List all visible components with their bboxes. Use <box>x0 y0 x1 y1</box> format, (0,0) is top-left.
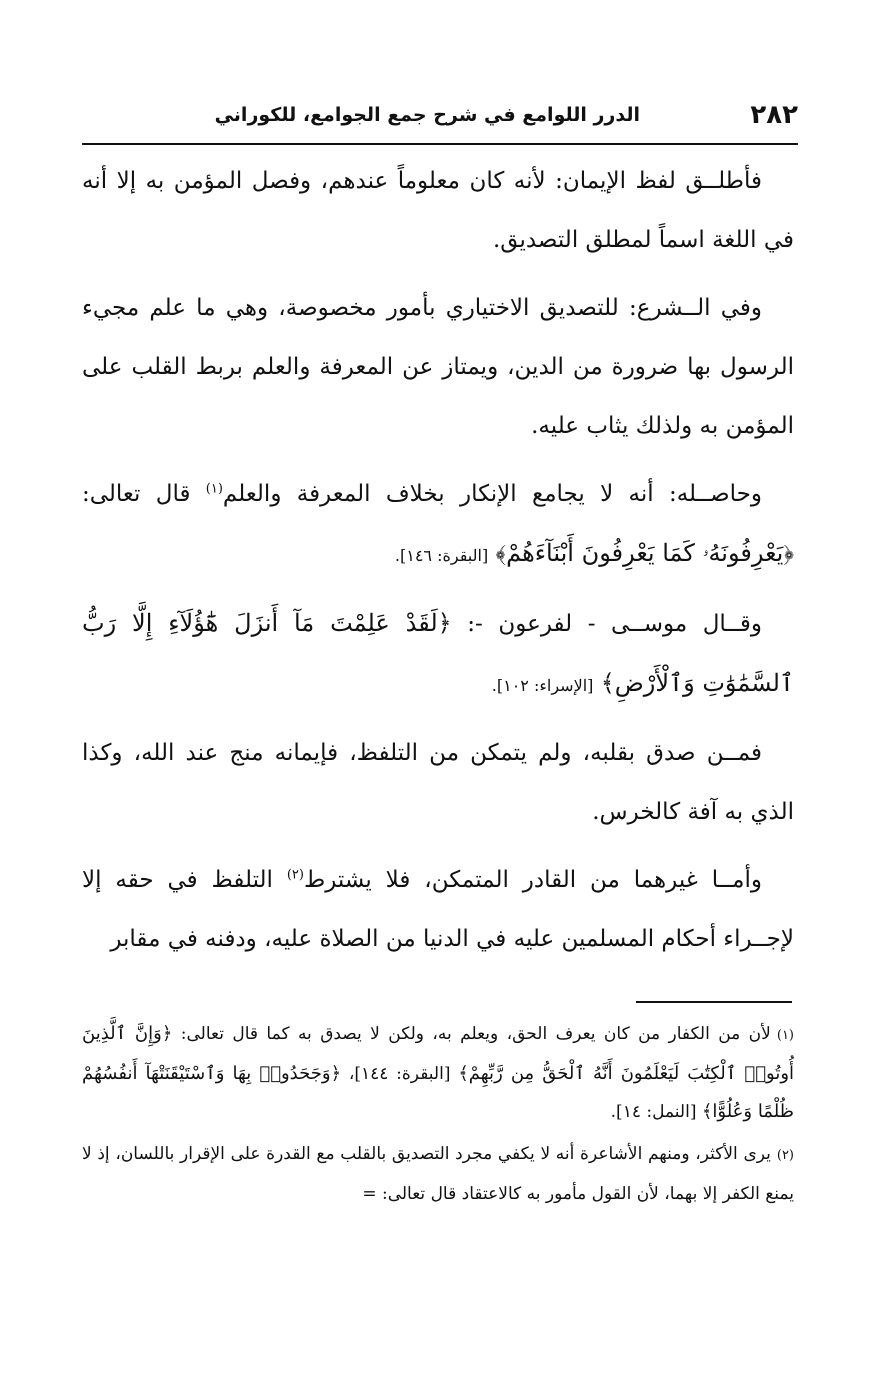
paragraph-6-text-a: وأمــا غيرهما من القادر المتمكن، فلا يشترط <box>303 867 762 893</box>
paragraph-2: وفي الــشرع: للتصديق الاختياري بأمور مخصوصة، وهي ما علم مجيء الرسول بها ضرورة من الدين، ويمتاز عن المعرفة والعلم بربط القلب على المؤمن به ولذلك يثاب عليه. <box>82 295 794 439</box>
paragraph-3-text-a: وحاصــله: أنه لا يجامع الإنكار بخلاف المعرفة والعلم <box>222 481 762 507</box>
paragraph-3-text-b: قال تعالى: <box>82 481 206 507</box>
paragraph-1: فأطلــق لفظ الإيمان: لأنه كان معلوماً عندهم، وفصل المؤمن به إلا أنه في اللغة اسماً لمطلق التصديق. <box>82 168 794 253</box>
paragraph-3 <box>82 465 794 585</box>
footnote-2-text: يرى الأكثر، ومنهم الأشاعرة أنه لا يكفي مجرد التصديق بالقلب مع القدرة على الإقرار باللسان، إذ لا يمنع الكفر إلا بهما، لأن القول مأمور به كالاعتقاد قال تعالى: = <box>82 1144 794 1204</box>
paragraph-4 <box>82 594 794 715</box>
verse-citation-baqarah-146: [البقرة: ١٤٦]. <box>394 546 489 565</box>
footnote-rule <box>636 1001 792 1003</box>
footnote-1 <box>82 1015 794 1131</box>
footnote-1-quran-1: ﴿وَإِنَّ ٱلَّذِينَ أُوتُوا۟ ٱلْكِتَٰبَ لَيَعْلَمُونَ أَنَّهُ ٱلْحَقُّ مِن رَّبِّهِمْ﴾ <box>82 1023 795 1084</box>
paragraph-6 <box>82 851 794 969</box>
footnote-1-number: (١) <box>776 1028 794 1043</box>
paragraph-6-text-b: التلفظ في حقه إلا لإجــراء أحكام المسلمين عليه في الدنيا من الصلاة عليه، ودفنه في مقابر <box>82 867 794 952</box>
paragraph-5: فمــن صدق بقلبه، ولم يتمكن من التلفظ، فإيمانه منج عند الله، وكذا الذي به آفة كالخرس. <box>82 740 794 825</box>
paragraph-4-text: وقــال موســى - لفرعون -: <box>451 611 763 637</box>
footnote-2 <box>82 1135 794 1213</box>
page-number: ٢٨٢ <box>750 100 798 130</box>
footnote-1-quran-2: ﴿وَجَحَدُوا۟ بِهَا وَٱسْتَيْقَنَتْهَآ أَنفُسُهُمْ ظُلْمًا وَعُلُوًّا﴾ <box>82 1063 794 1122</box>
footnote-marker-2: (٢) <box>286 867 304 883</box>
quran-verse-isra-102: ﴿لَقَدْ عَلِمْتَ مَآ أَنزَلَ هَٰٓؤُلَآءِ إِلَّا رَبُّ ٱلسَّمَٰوَٰتِ وَٱلْأَرْضِ﴾ <box>82 609 794 697</box>
quran-verse-baqarah-146: ﴿يَعْرِفُونَهُۥ كَمَا يَعْرِفُونَ أَبْنَآءَهُمْ﴾ <box>495 539 794 567</box>
main-text <box>82 152 794 978</box>
footnote-1-text: لأن من الكفار من كان يعرف الحق، ويعلم به، ولكن لا يصدق به كما قال تعالى: <box>180 1024 771 1044</box>
footnote-1-citation-2: [النمل: ١٤]. <box>610 1102 697 1122</box>
verse-citation-isra-102: [الإسراء: ١٠٢]. <box>491 676 594 695</box>
book-title: الدرر اللوامع في شرح جمع الجوامع، للكوراني <box>214 104 640 126</box>
footnote-2-number: (٢) <box>776 1148 794 1163</box>
footnote-marker-1: (١) <box>205 481 223 497</box>
footnote-1-citation-1: [البقرة: ١٤٤]، <box>348 1064 451 1084</box>
header-rule <box>82 143 798 145</box>
running-header <box>82 96 798 140</box>
footnotes <box>82 1015 794 1217</box>
